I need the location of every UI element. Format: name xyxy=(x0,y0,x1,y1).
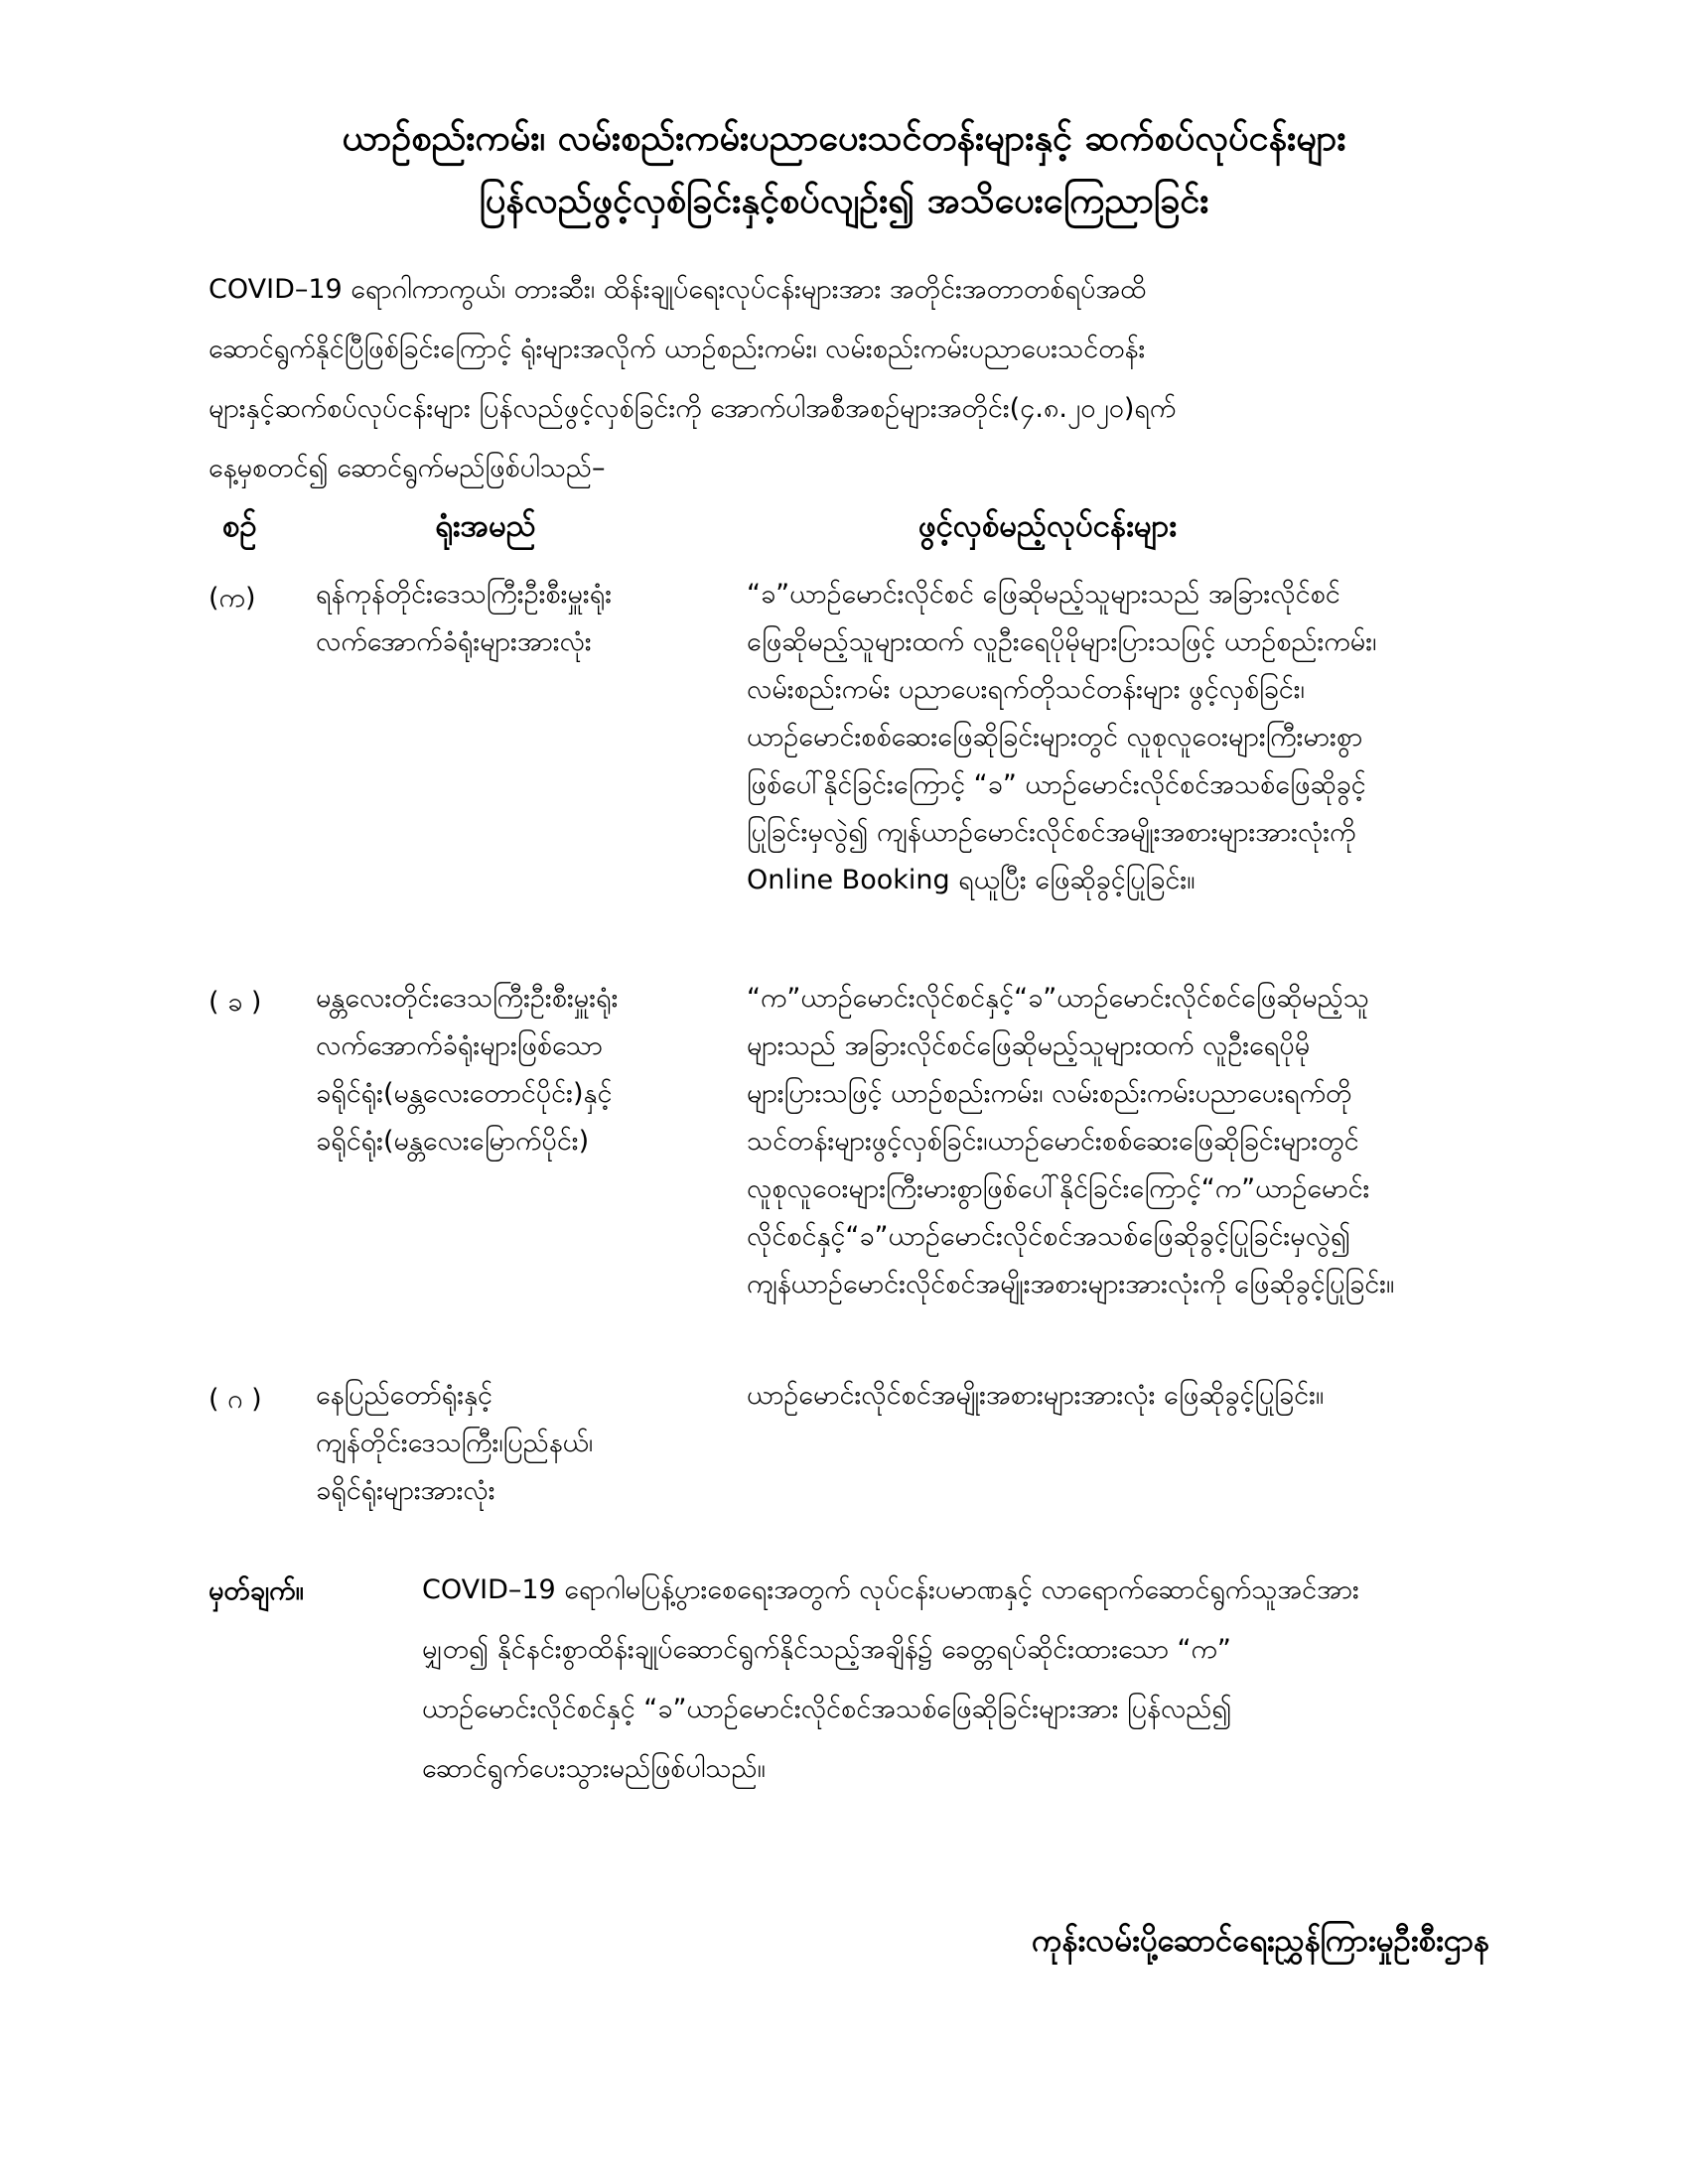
row-office-name xyxy=(316,571,733,666)
issuing-department: ကုန်းလမ်းပို့ဆောင်ရေးညွှန်ကြားမှုဦးစီးဌာန xyxy=(1032,1923,1489,1959)
service-line: လိုင်စင်နှင့်“ခ”ယာဉ်မောင်းလိုင်စင်အသစ်ဖြေဆိုခွင့်ပြုခြင်းမှလွဲ၍ xyxy=(747,1221,1351,1252)
office-line: ခရိုင်ရုံးများအားလုံး xyxy=(316,1475,495,1506)
service-line: လမ်းစည်းကမ်း ပညာပေးရက်တိုသင်တန်းများ ဖွင့်လှစ်ခြင်း၊ xyxy=(747,674,1305,705)
row-number: (က) xyxy=(209,583,256,614)
row-services xyxy=(747,571,1501,904)
service-line: လူစုလူဝေးများကြီးမားစွာဖြစ်ပေါ်နိုင်ခြင်းကြောင့်“က”ယာဉ်မောင်း xyxy=(747,1173,1370,1204)
notice-title-line-2: ပြန်လည်ဖွင့်လှစ်ခြင်းနှင့်စပ်လျဉ်း၍ အသိပေးကြေညာခြင်း xyxy=(479,181,1209,221)
note-label: မှတ်ချက်။ xyxy=(209,1575,304,1606)
service-line: “က”ယာဉ်မောင်းလိုင်စင်နှင့်“ခ”ယာဉ်မောင်းလိုင်စင်ဖြေဆိုမည့်သူ xyxy=(747,983,1369,1014)
intro-line: COVID–19 ရောဂါကာကွယ်၊ တားဆီး၊ ထိန်းချုပ်ရေးလုပ်ငန်းများအား အတိုင်းအတာတစ်ရပ်အထိ xyxy=(209,274,1147,305)
office-line: နေပြည်တော်ရုံးနှင့် xyxy=(316,1380,493,1411)
service-line: ယာဉ်မောင်းစစ်ဆေးဖြေဆိုခြင်းများတွင် လူစုလူဝေးများကြီးမားစွာ xyxy=(747,722,1363,752)
note-line: မျှတ၍ နိုင်နင်းစွာထိန်းချုပ်ဆောင်ရွက်နိုင်သည့်အချိန်၌ ခေတ္တရပ်ဆိုင်းထားသော “က” xyxy=(422,1634,1231,1665)
office-line: မန္တလေးတိုင်းဒေသကြီးဦးစီးမှူးရုံး xyxy=(316,983,619,1014)
column-header-no: စဉ် xyxy=(222,508,257,544)
row-office-name xyxy=(316,975,733,1165)
service-line: များသည် အခြားလိုင်စင်ဖြေဆိုမည့်သူများထက် လူဦးရေပိုမို xyxy=(747,1030,1311,1061)
service-line: ဖြေဆိုမည့်သူများထက် လူဦးရေပိုမိုများပြားသဖြင့် ယာဉ်စည်းကမ်း၊ xyxy=(747,626,1377,657)
row-office-name xyxy=(316,1372,733,1515)
office-line: လက်အောက်ခံရုံးများအားလုံး xyxy=(316,626,592,657)
service-line: သင်တန်းများဖွင့်လှစ်ခြင်း၊ယာဉ်မောင်းစစ်ဆေးဖြေဆိုခြင်းများတွင် xyxy=(747,1126,1359,1157)
office-line: ခရိုင်ရုံး(မန္တလေးတောင်ပိုင်း)နှင့် xyxy=(316,1078,613,1109)
service-line: ကျန်ယာဉ်မောင်းလိုင်စင်အမျိုးအစားများအားလုံးကို ဖြေဆိုခွင့်ပြုခြင်း။ xyxy=(747,1269,1395,1299)
service-line: များပြားသဖြင့် ယာဉ်စည်းကမ်း၊ လမ်းစည်းကမ်းပညာပေးရက်တို xyxy=(747,1078,1352,1109)
service-line: “ခ”ယာဉ်မောင်းလိုင်စင် ဖြေဆိုမည့်သူများသည် အခြားလိုင်စင် xyxy=(747,579,1340,610)
note-line: COVID–19 ရောဂါမပြန့်ပွားစေရေးအတွက် လုပ်ငန်းပမာဏနှင့် လာရောက်ဆောင်ရွက်သူအင်အား xyxy=(422,1574,1359,1605)
note-line: ယာဉ်မောင်းလိုင်စင်နှင့် “ခ”ယာဉ်မောင်းလိုင်စင်အသစ်ဖြေဆိုခြင်းများအား ပြန်လည်၍ xyxy=(422,1694,1232,1724)
office-line: ခရိုင်ရုံး(မန္တလေးမြောက်ပိုင်း) xyxy=(316,1126,590,1157)
note-line: ဆောင်ရွက်ပေးသွားမည်ဖြစ်ပါသည်။ xyxy=(422,1753,766,1784)
service-line: ဖြစ်ပေါ်နိုင်ခြင်းကြောင့် “ခ” ယာဉ်မောင်းလိုင်စင်အသစ်ဖြေဆိုခွင့် xyxy=(747,769,1366,800)
service-line: Online Booking ရယူပြီး ဖြေဆိုခွင့်ပြုခြင်း။ xyxy=(747,865,1196,895)
intro-paragraph xyxy=(209,260,1489,498)
office-line: ရန်ကုန်တိုင်းဒေသကြီးဦးစီးမှူးရုံး xyxy=(316,579,613,610)
row-number: ( ခ ) xyxy=(209,987,262,1018)
service-line: ပြုခြင်းမှလွဲ၍ ကျန်ယာဉ်မောင်းလိုင်စင်အမျိုးအစားများအားလုံးကို xyxy=(747,817,1356,848)
column-header-office: ရုံးအမည် xyxy=(435,508,536,544)
notice-title-line-1: ယာဉ်စည်းကမ်း၊ လမ်းစည်းကမ်းပညာပေးသင်တန်းများနှင့် ဆက်စပ်လုပ်ငန်းများ xyxy=(342,118,1346,159)
office-line: လက်အောက်ခံရုံးများဖြစ်သော xyxy=(316,1030,603,1061)
office-line: ကျန်တိုင်းဒေသကြီး၊ပြည်နယ်၊ xyxy=(316,1428,594,1458)
intro-line: နေ့မှစတင်၍ ဆောင်ရွက်မည်ဖြစ်ပါသည်– xyxy=(209,453,606,483)
intro-line: ဆောင်ရွက်နိုင်ပြီဖြစ်ခြင်းကြောင့် ရုံးများအလိုက် ယာဉ်စည်းကမ်း၊ လမ်းစည်းကမ်းပညာပေးသင်တန်း xyxy=(209,334,1146,364)
service-line: ယာဉ်မောင်းလိုင်စင်အမျိုးအစားများအားလုံး ဖြေဆိုခွင့်ပြုခြင်း။ xyxy=(747,1380,1325,1411)
row-services xyxy=(747,1372,1501,1420)
note-paragraph xyxy=(422,1561,1489,1799)
row-number: ( ဂ ) xyxy=(209,1384,262,1415)
column-header-services: ဖွင့်လှစ်မည့်လုပ်ငန်းများ xyxy=(918,508,1178,544)
intro-line: များနှင့်ဆက်စပ်လုပ်ငန်းများ ပြန်လည်ဖွင့်လှစ်ခြင်းကို အောက်ပါအစီအစဉ်များအတိုင်း(၄.၈.၂၀၂၀)ရက် xyxy=(209,393,1177,424)
row-services xyxy=(747,975,1501,1308)
